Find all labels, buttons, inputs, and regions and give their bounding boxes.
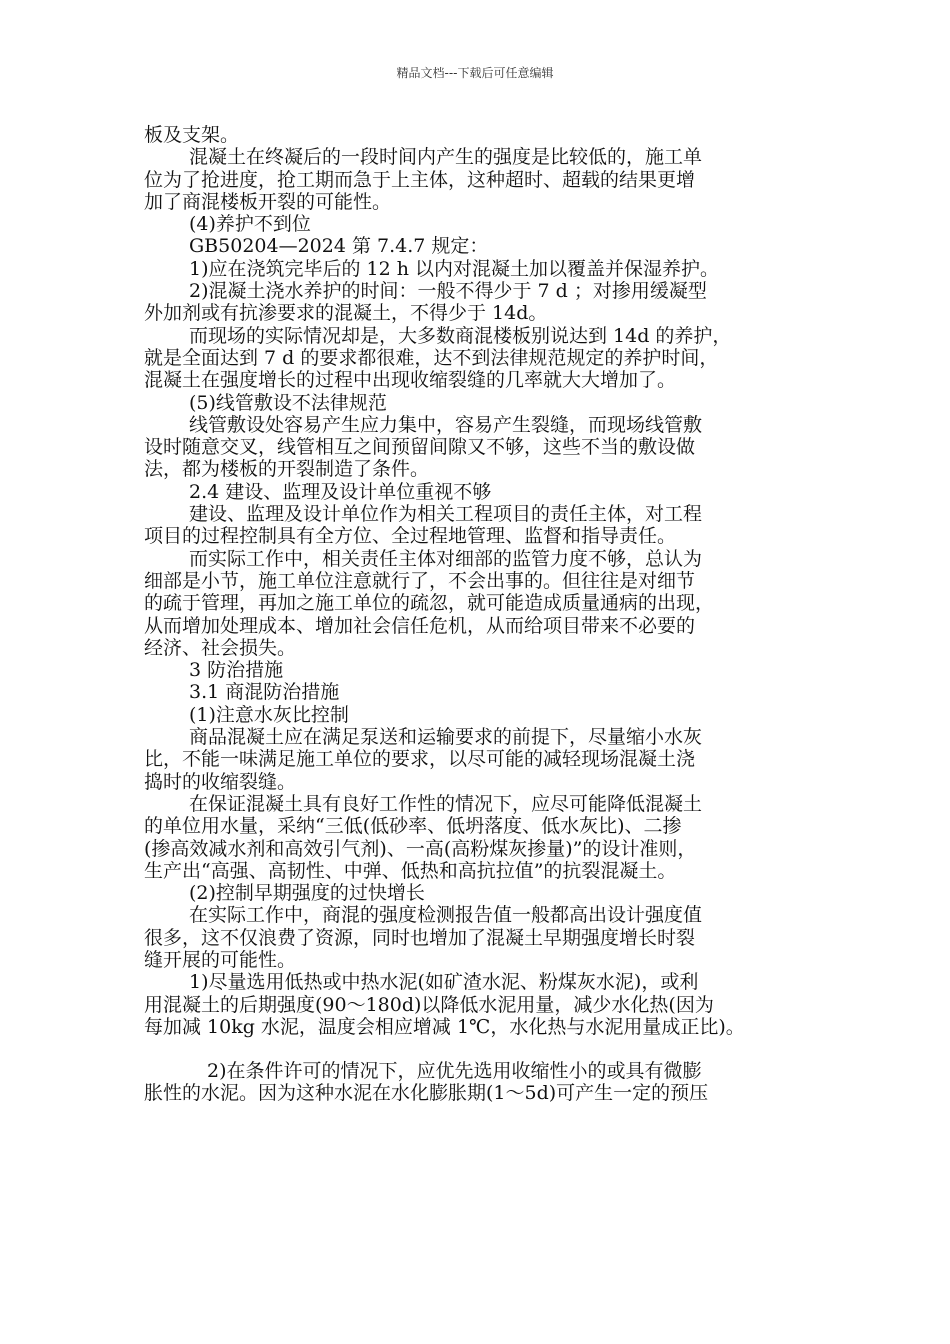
page-header: 精品文档---下载后可任意编辑 xyxy=(396,66,554,80)
text-line: 加了商混楼板开裂的可能性。 xyxy=(144,190,392,213)
text-line: 设时随意交叉，线管相互之间预留间隙又不够，这些不当的敷设做 xyxy=(144,436,696,459)
text-line: 用混凝土的后期强度(90～180d)以降低水泥用量，减少水化热(因为 xyxy=(144,993,714,1016)
text-line: 很多，这不仅浪费了资源，同时也增加了混凝土早期强度增长时裂 xyxy=(144,926,696,949)
text-line: 位为了抢进度，抢工期而急于上主体，这种超时、超载的结果更增 xyxy=(144,168,696,191)
text-line: 缝开展的可能性。 xyxy=(144,948,297,971)
text-line: 混凝土在强度增长的过程中出现收缩裂缝的几率就大大增加了。 xyxy=(144,369,677,392)
text-line: 板及支架。 xyxy=(144,124,240,146)
text-line: 3 防治措施 xyxy=(189,659,284,682)
text-line: 从而增加处理成本、增加社会信任危机，从而给项目带来不必要的 xyxy=(144,614,696,637)
text-line: 2)混凝土浇水养护的时间：一般不得少于 7 d ；对掺用缓凝型 xyxy=(189,280,707,303)
text-line: 而现场的实际情况却是，大多数商混楼板别说达到 14d 的养护， xyxy=(189,324,732,347)
text-line: (4)养护不到位 xyxy=(189,213,311,236)
text-line: 1)尽量选用低热或中热水泥(如矿渣水泥、粉煤灰水泥)，或利 xyxy=(189,971,699,994)
text-line: 法，都为楼板的开裂制造了条件。 xyxy=(144,458,430,481)
text-line: (掺高效减水剂和高效引气剂)、一高(高粉煤灰掺量)”的设计准则， xyxy=(144,837,697,860)
text-line: 建设、监理及设计单位作为相关工程项目的责任主体，对工程 xyxy=(189,503,703,526)
text-line: 1)应在浇筑完毕后的 12 h 以内对混凝土加以覆盖并保湿养护。 xyxy=(189,257,720,280)
text-line: 2.4 建设、监理及设计单位重视不够 xyxy=(189,480,492,503)
text-line: 每加减 10kg 水泥，温度会相应增减 1℃，水化热与水泥用量成正比)。 xyxy=(144,1015,745,1038)
text-line: 在实际工作中，商混的强度检测报告值一般都高出设计强度值 xyxy=(189,904,703,927)
text-line: (2)控制早期强度的过快增长 xyxy=(189,882,425,905)
text-line: (1)注意水灰比控制 xyxy=(189,703,349,726)
text-line: 比，不能一味满足施工单位的要求，以尽可能的减轻现场混凝土浇 xyxy=(144,748,696,771)
document-body xyxy=(144,124,812,1105)
text-line: 混凝土在终凝后的一段时间内产生的强度是比较低的，施工单 xyxy=(189,146,703,169)
text-line: 外加剂或有抗渗要求的混凝土，不得少于 14d。 xyxy=(144,302,548,325)
text-line: 商品混凝土应在满足泵送和运输要求的前提下，尽量缩小水灰 xyxy=(189,726,703,749)
text-line: 胀性的水泥。因为这种水泥在水化膨胀期(1～5d)可产生一定的预压 xyxy=(144,1082,709,1105)
text-line: 在保证混凝土具有良好工作性的情况下，应尽可能降低混凝土 xyxy=(189,792,703,815)
text-line: GB50204—2024 第 7.4.7 规定： xyxy=(189,235,489,258)
blank-line xyxy=(144,1038,812,1060)
text-line: 2)在条件许可的情况下，应优先选用收缩性小的或具有微膨 xyxy=(207,1060,702,1083)
text-line: 的单位用水量，采纳“三低(低砂率、低坍落度、低水灰比)、二掺 xyxy=(144,815,682,838)
text-line: 生产出“高强、高韧性、中弹、低热和高抗拉值”的抗裂混凝土。 xyxy=(144,859,677,882)
text-line: 而实际工作中，相关责任主体对细部的监管力度不够，总认为 xyxy=(189,547,703,570)
text-line: 的疏于管理，再加之施工单位的疏忽，就可能造成质量通病的出现， xyxy=(144,592,715,615)
text-line: 经济、社会损失。 xyxy=(144,636,297,659)
text-line: 线管敷设处容易产生应力集中，容易产生裂缝，而现场线管敷 xyxy=(189,413,703,436)
text-line: 细部是小节，施工单位注意就行了，不会出事的。但往往是对细节 xyxy=(144,569,696,592)
text-line: 捣时的收缩裂缝。 xyxy=(144,770,297,793)
text-line: 3.1 商混防治措施 xyxy=(189,681,340,704)
text-line: 就是全面达到 7 d 的要求都很难，达不到法律规范规定的养护时间， xyxy=(144,346,719,369)
text-line: 项目的过程控制具有全方位、全过程地管理、监督和指导责任。 xyxy=(144,525,677,548)
text-line: (5)线管敷设不法律规范 xyxy=(189,391,387,414)
